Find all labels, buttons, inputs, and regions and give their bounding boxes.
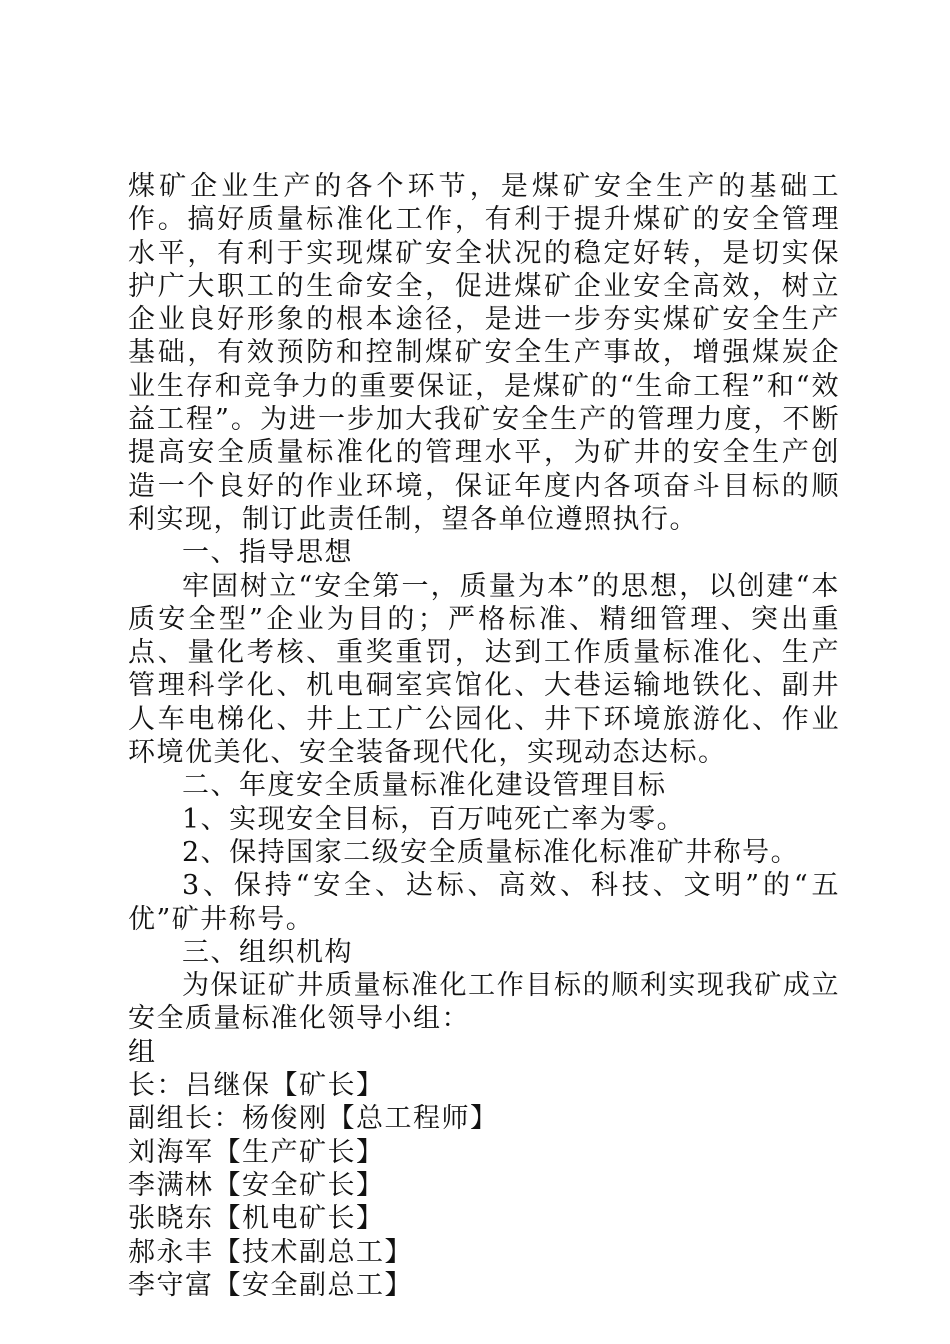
intro-paragraph: 煤矿企业生产的各个环节，是煤矿安全生产的基础工作。搞好质量标准化工作，有利于提升煤矿的安全管理水平，有利于实现煤矿安全状况的稳定好转，是切实保护广大职工的生命安全，促进煤矿企业安全高效，树立企业良好形象的根本途径，是进一步夯实煤矿安全生产基础，有效预防和控制煤矿安全生产事故，增强煤炭企业生存和竞争力的重要保证，是煤矿的“生命工程”和“效益工程”。为进一步加大我矿安全生产的管理力度，不断提高安全质量标准化的管理水平，为矿井的安全生产创造一个良好的作业环境，保证年度内各项奋斗目标的顺利实现，制订此责任制，望各单位遵照执行。 xyxy=(128,171,840,535)
member-line: 组 xyxy=(128,1036,157,1068)
goal-item-2: 2、保持国家二级安全质量标准化标准矿井称号。 xyxy=(182,836,800,868)
member-line: 张晓东【机电矿长】 xyxy=(128,1203,385,1235)
section-1-heading: 一、指导思想 xyxy=(182,537,353,569)
section-1-body: 牢固树立“安全第一，质量为本”的思想，以创建“本质安全型”企业为目的；严格标准、精细管理、突出重点、量化考核、重奖重罚，达到工作质量标准化、生产管理科学化、机电硐室宾馆化、大巷运输地铁化、副井人车电梯化、井上工广公园化、井下环境旅游化、作业环境优美化、安全装备现代化，实现动态达标。 xyxy=(128,570,840,769)
section-2-heading: 二、年度安全质量标准化建设管理目标 xyxy=(182,770,667,802)
section-3-body: 为保证矿井质量标准化工作目标的顺利实现我矿成立安全质量标准化领导小组： xyxy=(128,970,840,1035)
member-line: 长：吕继保【矿长】 xyxy=(128,1070,385,1102)
member-line: 李守富【安全副总工】 xyxy=(128,1269,413,1301)
member-line: 李满林【安全矿长】 xyxy=(128,1169,385,1201)
member-line: 刘海军【生产矿长】 xyxy=(128,1136,385,1168)
document-body xyxy=(128,170,840,1302)
member-line: 郝永丰【技术副总工】 xyxy=(128,1236,413,1268)
member-line: 副组长：杨俊刚【总工程师】 xyxy=(128,1103,499,1135)
section-3-heading: 三、组织机构 xyxy=(182,936,353,968)
goal-item-1: 1、实现安全目标，百万吨死亡率为零。 xyxy=(182,803,686,835)
goal-item-3: 3、保持“安全、达标、高效、科技、文明”的“五优”矿井称号。 xyxy=(128,870,840,935)
